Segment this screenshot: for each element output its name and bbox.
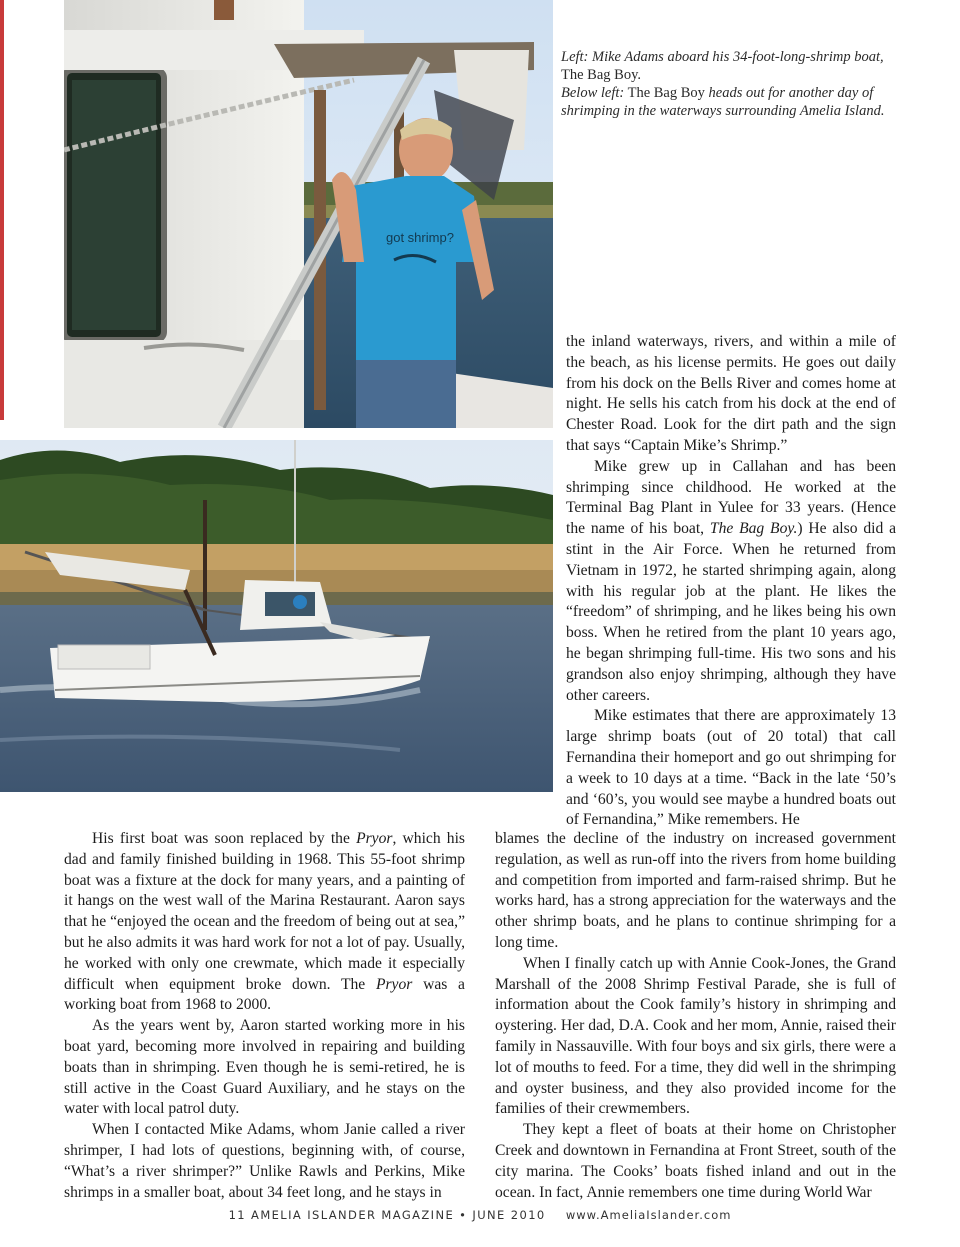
paragraph: the inland waterways, rivers, and within a mile of the beach, as his license permits. He goes out daily from his dock on the Bells River and comes home at night. He sells his catch from his dock at the end of Chester Road. Look for the dirt path and the sign that says “Captain Mike’s Shrimp.” — [566, 333, 896, 454]
page-footer — [0, 1208, 960, 1222]
article-column-left — [64, 829, 465, 1203]
text-span: was a working boat from 1968 to 2000. — [64, 975, 465, 1014]
shirt-text: got shrimp? — [386, 230, 454, 245]
photo-caption — [561, 48, 911, 120]
caption-lead-below: Below left: — [561, 85, 625, 101]
footer-url: www.AmeliaIslander.com — [565, 1208, 732, 1222]
paragraph: Mike estimates that there are approximately 13 large shrimp boats (out of 20 total) that call Fernandina their homeport and go out shrimping for a week to 10 days at a time. “Back in the late ‘50’s and ‘60’s, you would see maybe a hundred boats out of Fernandina,” Mike remembers. He — [566, 707, 896, 829]
boat-name-italic: Pryor — [375, 975, 413, 993]
article-column-right-lower — [495, 829, 896, 1203]
caption-boat-name: The Bag Boy. — [561, 67, 642, 83]
left-edge-strip — [0, 0, 4, 420]
article-column-right-upper — [566, 332, 896, 831]
paragraph: blames the decline of the industry on increased government regulation, as well as run-off into the rivers from home building and competition from imported and farm-raised shrimp. But he works hard, has a strong appreciation for the waterways and the other shrimp boats, and he plans to continue shrimping for a long time. — [495, 830, 896, 951]
boat-name-italic: The Bag Boy. — [709, 520, 798, 538]
paragraph: They kept a fleet of boats at their home on Christopher Creek and downtown in Fernandina at Front Street, south of the city marina. The Cooks’ boats fished inland and out in the ocean. In fact, Annie remembers one time during World War — [495, 1121, 896, 1201]
text-span: Mike grew up in Callahan and has been shrimping since childhood. He worked at the Terminal Bag Plant in Yulee for 33 years. (Hence the name of his boat, — [566, 457, 896, 538]
caption-boat-name-2: The Bag Boy — [627, 85, 705, 101]
footer-page-info: 11 AMELIA ISLANDER MAGAZINE • JUNE 2010 — [228, 1208, 546, 1222]
photo-mike-adams — [64, 0, 553, 428]
paragraph: As the years went by, Aaron started working more in his boat yard, becoming more involved in repairing and building boats than in shrimping. Even though he is semi-retired, he is still active in the Coast Guard Auxiliary, and he stays on the water with local patrol duty. — [64, 1017, 465, 1118]
caption-text-2: heads out for another day of shrimping in the waterways surrounding Amelia Island. — [561, 85, 885, 119]
paragraph — [566, 457, 896, 707]
caption-text-1: Mike Adams aboard his 34-foot-long-shrimp boat, — [588, 49, 884, 65]
text-span: His first boat was soon replaced by the — [92, 830, 357, 847]
paragraph — [64, 829, 465, 1016]
photo-bag-boy-boat — [0, 440, 553, 792]
paragraph: When I contacted Mike Adams, whom Janie called a river shrimper, I had lots of questions, beginning with, of course, “What’s a river shrimper?” Unlike Rawls and Perkins, Mike shrimps in a smaller boat, about 34 feet long, and he stays in — [64, 1121, 465, 1201]
text-span: , which his dad and family finished building in 1968. This 55-foot shrimp boat was a fixture at the dock for many years, and a painting of it hangs on the west wall of the Marina Restaurant. Aaron says that he “enjoyed the ocean and the freedom of being out at sea,” but he also admits it was hard work for not a lot of pay. Usually, he worked with only one crewmate, which made it especially difficult when equipment broke down. The — [64, 830, 465, 993]
caption-lead-left: Left: — [561, 49, 589, 65]
boat-name-italic: Pryor — [356, 830, 393, 847]
text-span: ) He also did a stint in the Air Force. When he returned from Vietnam in 1972, he started shrimping again, along with his regular job at the plant. He likes the “freedom” of shrimping, and he likes being his own boss. When he retired from the plant 10 years ago, he began shrimping full-time. His two sons and his grandson also enjoy shrimping, although they have other careers. — [566, 520, 896, 704]
paragraph: When I finally catch up with Annie Cook-Jones, the Grand Marshall of the 2008 Shrimp Festival Parade, she is full of information about the Cook family’s history in shrimping and oystering. Her dad, D.A. Cook and her mom, Annie, raised their family in Nassauville. With four boys and six girls, there were a lot of mouths to feed. For a time, they did well in the shrimping and oyster business, and they also provided income for the families of their crewmembers. — [495, 954, 896, 1118]
